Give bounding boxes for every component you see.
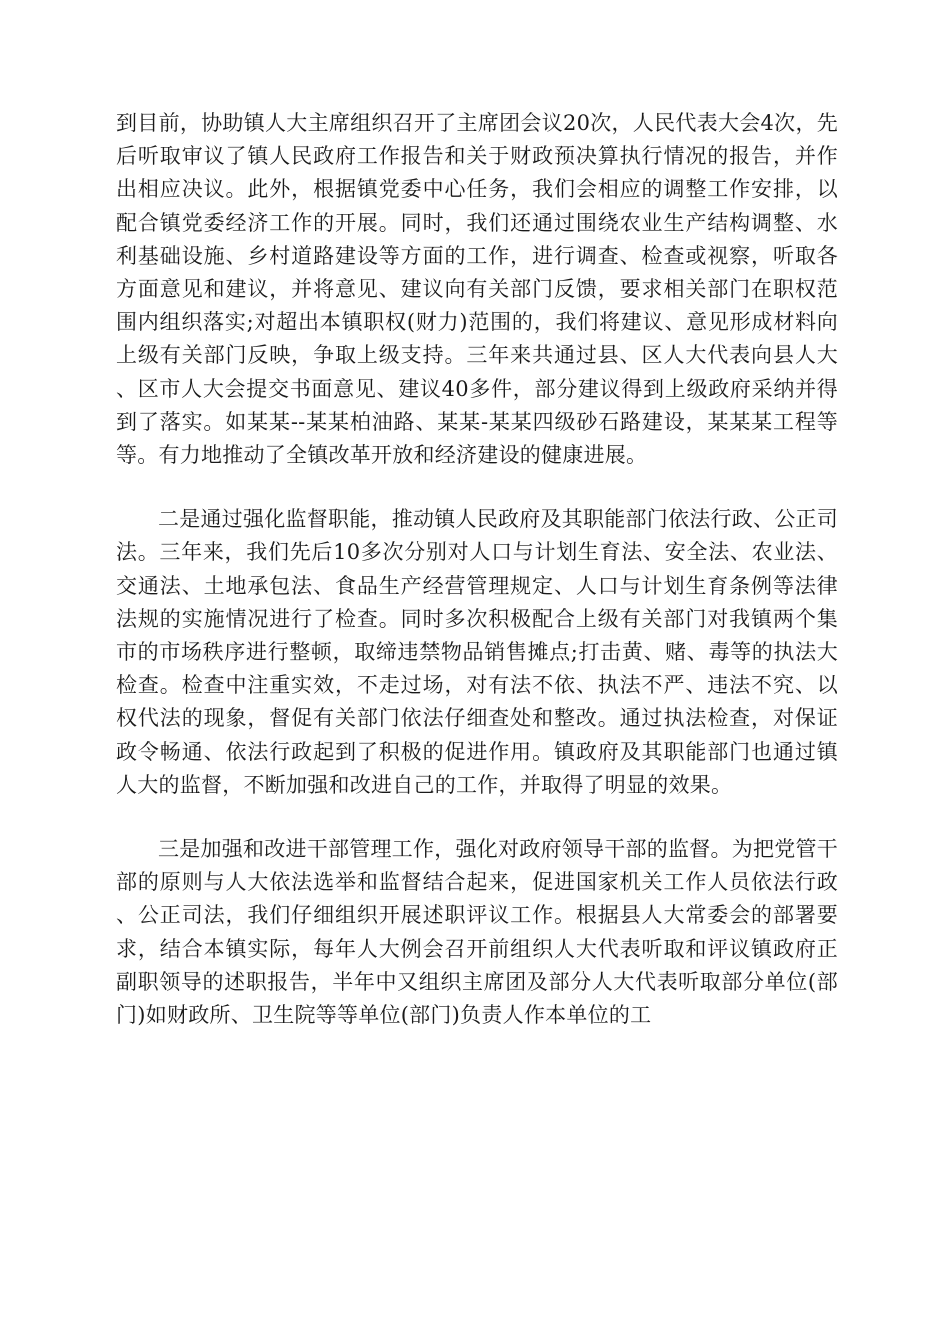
document-page (116, 107, 838, 1337)
paragraph-3: 三是加强和改进干部管理工作，强化对政府领导干部的监督。为把党管干部的原则与人大依法选举和监督结合起来，促进国家机关工作人员依法行政、公正司法，我们仔细组织开展述职评议工作。根据县人大常委会的部署要求，结合本镇实际，每年人大例会召开前组织人大代表听取和评议镇政府正副职领导的述职报告，半年中又组织主席团及部分人大代表听取部分单位(部门)如财政所、卫生院等等单位(部门)负责人作本单位的工 (116, 837, 838, 1028)
paragraph-1: 到目前，协助镇人大主席组织召开了主席团会议20次，人民代表大会4次，先后听取审议了镇人民政府工作报告和关于财政预决算执行情况的报告，并作出相应决议。此外，根据镇党委中心任务，我们会相应的调整工作安排，以配合镇党委经济工作的开展。同时，我们还通过围绕农业生产结构调整、水利基础设施、乡村道路建设等方面的工作，进行调查、检查或视察，听取各方面意见和建议，并将意见、建议向有关部门反馈，要求相关部门在职权范围内组织落实;对超出本镇职权(财力)范围的，我们将建议、意见形成材料向上级有关部门反映，争取上级支持。三年来共通过县、区人大代表向县人大、区市人大会提交书面意见、建议40多件，部分建议得到上级政府采纳并得到了落实。如某某--某某柏油路、某某-某某四级砂石路建设，某某某工程等等。有力地推动了全镇改革开放和经济建设的健康进展。 (116, 111, 838, 468)
paragraph-2: 二是通过强化监督职能，推动镇人民政府及其职能部门依法行政、公正司法。三年来，我们先后10多次分别对人口与计划生育法、安全法、农业法、交通法、土地承包法、食品生产经营管理规定、人口与计划生育条例等法律法规的实施情况进行了检查。同时多次积极配合上级有关部门对我镇两个集市的市场秩序进行整顿，取缔违禁物品销售摊点;打击黄、赌、毒等的执法大检查。检查中注重实效，不走过场，对有法不依、执法不严、违法不究、以权代法的现象，督促有关部门依法仔细查处和整改。通过执法检查，对保证政令畅通、依法行政起到了积极的促进作用。镇政府及其职能部门也通过镇人大的监督，不断加强和改进自己的工作，并取得了明显的效果。 (116, 507, 838, 797)
